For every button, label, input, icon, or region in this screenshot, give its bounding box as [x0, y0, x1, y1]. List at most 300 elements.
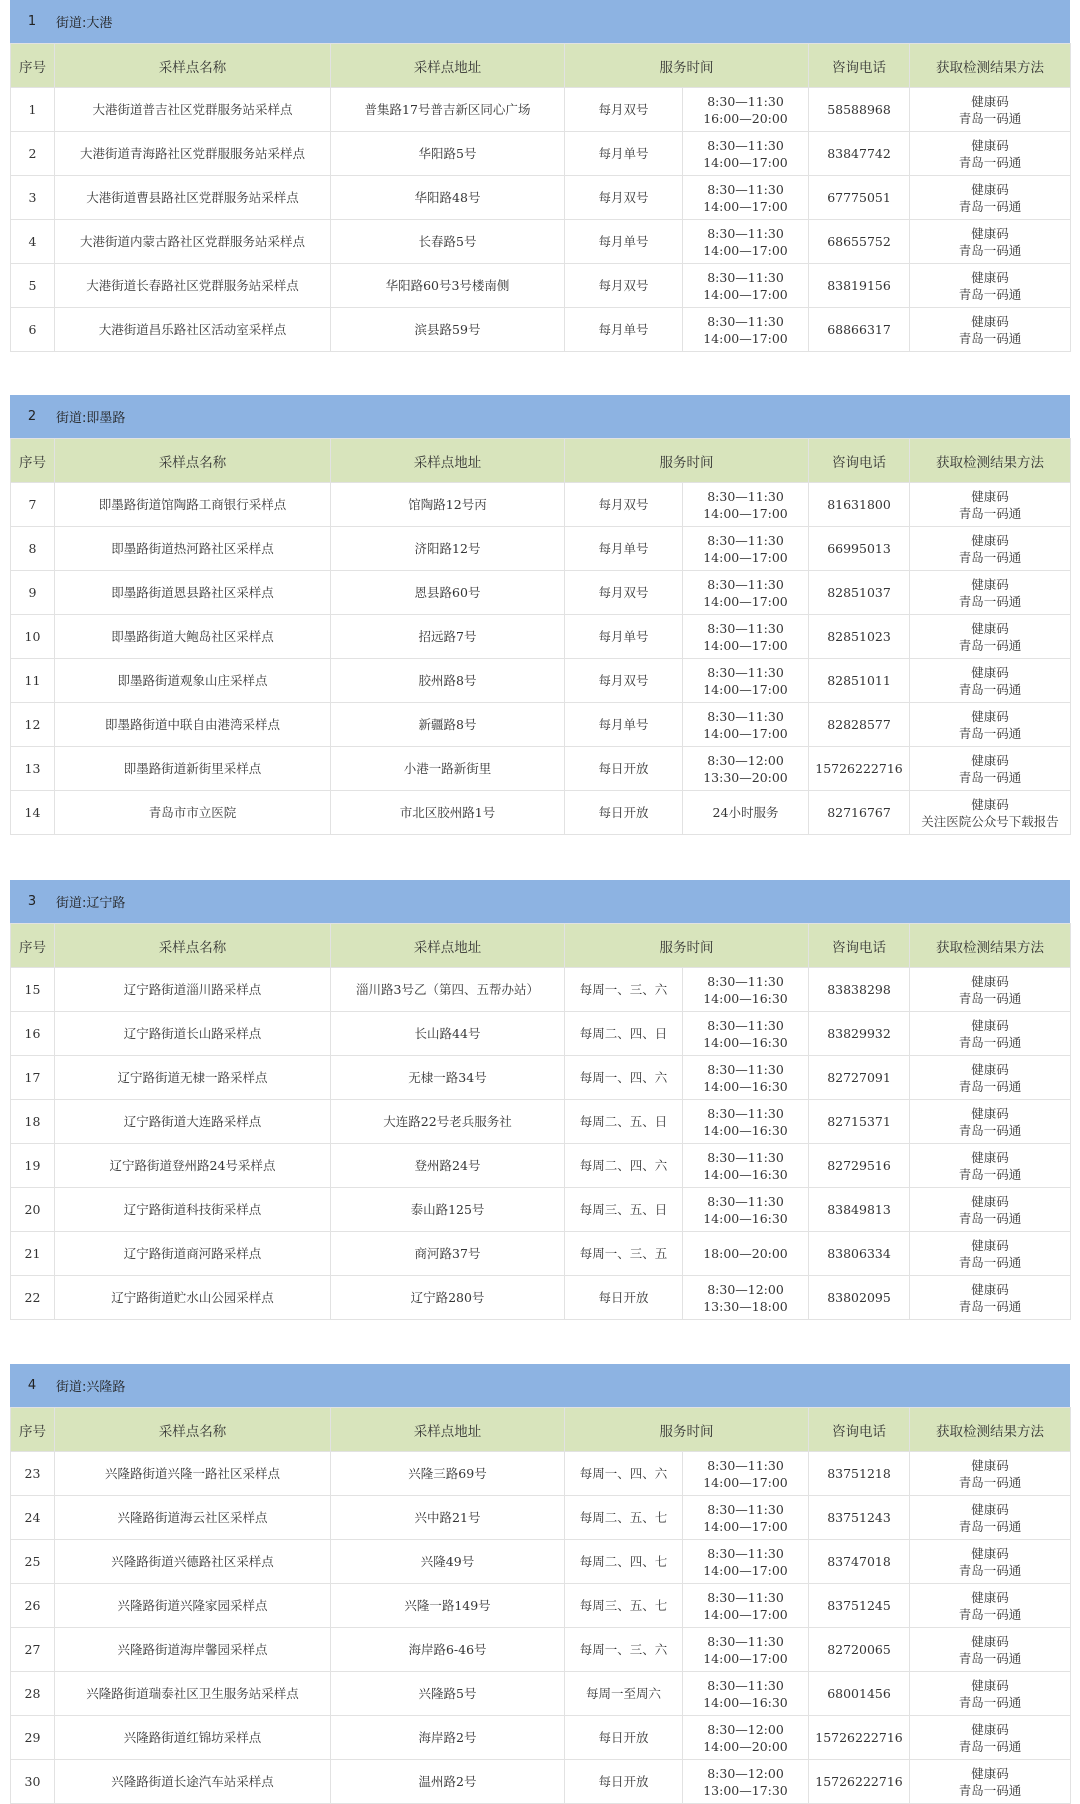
spacer-cell [331, 835, 565, 866]
method-line-2: 青岛一码通 [958, 1298, 1022, 1314]
row-index: 8 [11, 527, 55, 571]
col-header-index: 序号 [11, 44, 55, 88]
site-address: 兴隆三路69号 [331, 1452, 565, 1496]
col-header-result-method: 获取检测结果方法 [910, 44, 1071, 88]
result-method [910, 1584, 1071, 1628]
phone-number: 83849813 [809, 1188, 910, 1232]
table-row [11, 176, 1071, 220]
site-name: 即墨路街道恩县路社区采样点 [55, 571, 331, 615]
section-title: 街道:大港 [56, 16, 113, 31]
phone-number: 83806334 [809, 1232, 910, 1276]
hours-line-1: 8:30—11:30 [707, 1589, 784, 1605]
site-address: 兴隆一路149号 [331, 1584, 565, 1628]
spacer-cell [683, 352, 809, 383]
service-hours [683, 703, 809, 747]
section-block [10, 1364, 1070, 1804]
phone-number: 83747018 [809, 1540, 910, 1584]
hours-line-1: 8:30—12:00 [707, 1765, 784, 1781]
result-method [910, 1628, 1071, 1672]
col-header-name: 采样点名称 [55, 924, 331, 968]
service-days: 每月双号 [565, 176, 683, 220]
service-days: 每周二、四、日 [565, 1012, 683, 1056]
hours-line-1: 8:30—11:30 [707, 1017, 784, 1033]
spacer-cell [809, 835, 910, 866]
method-line-2: 青岛一码通 [958, 1694, 1022, 1710]
table-row [11, 308, 1071, 352]
hours-line-1: 24小时服务 [712, 805, 779, 820]
spacer-cell [55, 352, 331, 383]
spacer-cell [55, 1320, 331, 1351]
site-address: 馆陶路12号丙 [331, 483, 565, 527]
site-name: 即墨路街道中联自由港湾采样点 [55, 703, 331, 747]
site-address: 无棣一路34号 [331, 1056, 565, 1100]
result-method [910, 747, 1071, 791]
result-method [910, 1232, 1071, 1276]
section-number: 4 [27, 1378, 37, 1393]
table-row [11, 1188, 1071, 1232]
hours-line-2: 14:00—17:00 [703, 549, 788, 565]
spacer-cell [809, 1320, 910, 1351]
phone-number: 58588968 [809, 88, 910, 132]
method-line-2: 青岛一码通 [958, 242, 1022, 258]
phone-number: 82828577 [809, 703, 910, 747]
method-line-2: 青岛一码通 [958, 1254, 1022, 1270]
hours-line-1: 8:30—11:30 [707, 1677, 784, 1693]
spacer-row [11, 1320, 1071, 1351]
service-days: 每周二、五、七 [565, 1496, 683, 1540]
col-header-service-time: 服务时间 [565, 439, 809, 483]
spacer-row [11, 835, 1071, 866]
hours-line-2: 14:00—17:00 [703, 681, 788, 697]
site-address: 商河路37号 [331, 1232, 565, 1276]
method-line-2: 青岛一码通 [958, 681, 1022, 697]
method-line-1: 健康码 [971, 1017, 1009, 1033]
service-hours [683, 968, 809, 1012]
site-address: 华阳路5号 [331, 132, 565, 176]
site-address: 新疆路8号 [331, 703, 565, 747]
phone-number: 82715371 [809, 1100, 910, 1144]
col-header-result-method: 获取检测结果方法 [910, 439, 1071, 483]
site-address: 胶州路8号 [331, 659, 565, 703]
spacer-cell [55, 835, 331, 866]
hours-line-2: 14:00—17:00 [703, 637, 788, 653]
col-header-name: 采样点名称 [55, 439, 331, 483]
row-index: 1 [11, 88, 55, 132]
spacer-cell [683, 1320, 809, 1351]
result-method [910, 1056, 1071, 1100]
result-method [910, 1452, 1071, 1496]
site-name: 兴隆路街道兴德路社区采样点 [55, 1540, 331, 1584]
table-row [11, 1628, 1071, 1672]
result-method [910, 88, 1071, 132]
table-row [11, 1144, 1071, 1188]
section-header [10, 395, 1070, 438]
service-hours [683, 132, 809, 176]
method-line-1: 健康码 [971, 225, 1009, 241]
site-name: 辽宁路街道贮水山公园采样点 [55, 1276, 331, 1320]
site-address: 兴隆49号 [331, 1540, 565, 1584]
method-line-1: 健康码 [971, 576, 1009, 592]
method-line-1: 健康码 [971, 1237, 1009, 1253]
section-title: 街道:辽宁路 [56, 896, 126, 911]
row-index: 4 [11, 220, 55, 264]
spacer-cell [331, 352, 565, 383]
row-index: 21 [11, 1232, 55, 1276]
spacer-cell [11, 835, 55, 866]
table-row [11, 1232, 1071, 1276]
col-header-service-time: 服务时间 [565, 924, 809, 968]
service-hours [683, 571, 809, 615]
spacer-cell [565, 352, 683, 383]
section-number: 1 [27, 14, 37, 29]
section-block [10, 880, 1070, 1350]
row-index: 11 [11, 659, 55, 703]
row-index: 23 [11, 1452, 55, 1496]
result-method [910, 176, 1071, 220]
table-row [11, 703, 1071, 747]
col-header-service-time: 服务时间 [565, 1408, 809, 1452]
method-line-1: 健康码 [971, 620, 1009, 636]
service-days: 每周一、三、六 [565, 1628, 683, 1672]
site-address: 华阳路48号 [331, 176, 565, 220]
site-address: 市北区胶州路1号 [331, 791, 565, 835]
service-days: 每月单号 [565, 527, 683, 571]
site-name: 即墨路街道大鲍岛社区采样点 [55, 615, 331, 659]
row-index: 9 [11, 571, 55, 615]
site-name: 即墨路街道热河路社区采样点 [55, 527, 331, 571]
hours-line-2: 14:00—16:30 [703, 1166, 788, 1182]
site-address: 兴隆路5号 [331, 1672, 565, 1716]
table-row [11, 968, 1071, 1012]
method-line-2: 青岛一码通 [958, 1122, 1022, 1138]
hours-line-1: 8:30—12:00 [707, 1721, 784, 1737]
service-days: 每月双号 [565, 264, 683, 308]
row-index: 17 [11, 1056, 55, 1100]
method-line-2: 关注医院公众号下载报告 [921, 813, 1059, 829]
site-name: 辽宁路街道登州路24号采样点 [55, 1144, 331, 1188]
row-index: 20 [11, 1188, 55, 1232]
site-name: 大港街道内蒙古路社区党群服务站采样点 [55, 220, 331, 264]
service-hours [683, 1672, 809, 1716]
phone-number: 68866317 [809, 308, 910, 352]
site-address: 海岸路2号 [331, 1716, 565, 1760]
col-header-result-method: 获取检测结果方法 [910, 924, 1071, 968]
site-name: 青岛市市立医院 [55, 791, 331, 835]
result-method [910, 791, 1071, 835]
table-row [11, 1056, 1071, 1100]
row-index: 29 [11, 1716, 55, 1760]
service-days: 每日开放 [565, 1716, 683, 1760]
service-days: 每周二、四、七 [565, 1540, 683, 1584]
result-method [910, 968, 1071, 1012]
method-line-2: 青岛一码通 [958, 1738, 1022, 1754]
hours-line-1: 8:30—11:30 [707, 93, 784, 109]
sampling-table [10, 1407, 1071, 1804]
method-line-1: 健康码 [971, 1105, 1009, 1121]
spacer-cell [331, 1320, 565, 1351]
hours-line-2: 14:00—17:00 [703, 505, 788, 521]
site-address: 小港一路新街里 [331, 747, 565, 791]
table-row [11, 571, 1071, 615]
service-hours [683, 176, 809, 220]
hours-line-2: 14:00—16:30 [703, 1034, 788, 1050]
method-line-1: 健康码 [971, 796, 1009, 812]
service-hours [683, 659, 809, 703]
result-method [910, 220, 1071, 264]
row-index: 26 [11, 1584, 55, 1628]
service-days: 每周三、五、日 [565, 1188, 683, 1232]
phone-number: 83751218 [809, 1452, 910, 1496]
service-hours [683, 1276, 809, 1320]
site-address: 淄川路3号乙（第四、五帮办站） [331, 968, 565, 1012]
header-row [11, 1408, 1071, 1452]
spacer-cell [11, 1320, 55, 1351]
method-line-2: 青岛一码通 [958, 154, 1022, 170]
method-line-2: 青岛一码通 [958, 593, 1022, 609]
service-days: 每日开放 [565, 1276, 683, 1320]
service-hours [683, 1188, 809, 1232]
hours-line-2: 14:00—17:00 [703, 1650, 788, 1666]
method-line-2: 青岛一码通 [958, 990, 1022, 1006]
table-row [11, 659, 1071, 703]
method-line-1: 健康码 [971, 1501, 1009, 1517]
service-days: 每月双号 [565, 483, 683, 527]
hours-line-1: 8:30—11:30 [707, 1193, 784, 1209]
method-line-2: 青岛一码通 [958, 549, 1022, 565]
table-row [11, 1540, 1071, 1584]
row-index: 19 [11, 1144, 55, 1188]
method-line-1: 健康码 [971, 1545, 1009, 1561]
method-line-1: 健康码 [971, 708, 1009, 724]
section-block [10, 395, 1070, 865]
section-number: 3 [27, 894, 37, 909]
method-line-1: 健康码 [971, 1765, 1009, 1781]
result-method [910, 527, 1071, 571]
service-days: 每月单号 [565, 615, 683, 659]
service-days: 每月双号 [565, 571, 683, 615]
site-name: 即墨路街道观象山庄采样点 [55, 659, 331, 703]
method-line-1: 健康码 [971, 532, 1009, 548]
site-name: 大港街道曹县路社区党群服务站采样点 [55, 176, 331, 220]
service-hours [683, 1628, 809, 1672]
method-line-2: 青岛一码通 [958, 286, 1022, 302]
section-header [10, 1364, 1070, 1407]
result-method [910, 308, 1071, 352]
site-name: 兴隆路街道瑞泰社区卫生服务站采样点 [55, 1672, 331, 1716]
spacer-cell [910, 835, 1071, 866]
table-row [11, 1584, 1071, 1628]
method-line-1: 健康码 [971, 1589, 1009, 1605]
service-hours [683, 1540, 809, 1584]
service-hours [683, 1232, 809, 1276]
sampling-table [10, 43, 1071, 382]
hours-line-2: 14:00—17:00 [703, 1562, 788, 1578]
phone-number: 83819156 [809, 264, 910, 308]
site-address: 普集路17号普吉新区同心广场 [331, 88, 565, 132]
method-line-2: 青岛一码通 [958, 198, 1022, 214]
service-hours [683, 1584, 809, 1628]
method-line-2: 青岛一码通 [958, 330, 1022, 346]
row-index: 13 [11, 747, 55, 791]
site-name: 即墨路街道新街里采样点 [55, 747, 331, 791]
method-line-1: 健康码 [971, 1633, 1009, 1649]
result-method [910, 1672, 1071, 1716]
row-index: 10 [11, 615, 55, 659]
header-row [11, 44, 1071, 88]
col-header-result-method: 获取检测结果方法 [910, 1408, 1071, 1452]
site-name: 大港街道青海路社区党群服服务站采样点 [55, 132, 331, 176]
site-address: 长春路5号 [331, 220, 565, 264]
site-address: 登州路24号 [331, 1144, 565, 1188]
row-index: 7 [11, 483, 55, 527]
hours-line-1: 8:30—11:30 [707, 576, 784, 592]
method-line-1: 健康码 [971, 269, 1009, 285]
method-line-2: 青岛一码通 [958, 1474, 1022, 1490]
hours-line-1: 8:30—11:30 [707, 1105, 784, 1121]
hours-line-2: 14:00—17:00 [703, 242, 788, 258]
site-address: 滨县路59号 [331, 308, 565, 352]
method-line-1: 健康码 [971, 1677, 1009, 1693]
service-hours [683, 1716, 809, 1760]
row-index: 24 [11, 1496, 55, 1540]
table-row [11, 220, 1071, 264]
result-method [910, 1012, 1071, 1056]
section-header [10, 0, 1070, 43]
table-row [11, 1452, 1071, 1496]
service-days: 每月单号 [565, 308, 683, 352]
hours-line-2: 14:00—17:00 [703, 330, 788, 346]
site-name: 兴隆路街道红锦坊采样点 [55, 1716, 331, 1760]
site-name: 兴隆路街道兴隆家园采样点 [55, 1584, 331, 1628]
site-name: 辽宁路街道淄川路采样点 [55, 968, 331, 1012]
spacer-cell [565, 835, 683, 866]
row-index: 22 [11, 1276, 55, 1320]
hours-line-2: 14:00—17:00 [703, 286, 788, 302]
col-header-address: 采样点地址 [331, 924, 565, 968]
service-days: 每周一、三、五 [565, 1232, 683, 1276]
result-method [910, 1188, 1071, 1232]
site-address: 招远路7号 [331, 615, 565, 659]
method-line-1: 健康码 [971, 313, 1009, 329]
hours-line-2: 14:00—16:30 [703, 1078, 788, 1094]
table-row [11, 615, 1071, 659]
row-index: 25 [11, 1540, 55, 1584]
spacer-cell [809, 352, 910, 383]
phone-number: 82851011 [809, 659, 910, 703]
site-address: 温州路2号 [331, 1760, 565, 1804]
hours-line-1: 8:30—12:00 [707, 1281, 784, 1297]
result-method [910, 1144, 1071, 1188]
method-line-1: 健康码 [971, 1281, 1009, 1297]
site-address: 海岸路6-46号 [331, 1628, 565, 1672]
row-index: 3 [11, 176, 55, 220]
service-hours [683, 220, 809, 264]
hours-line-2: 14:00—16:30 [703, 1210, 788, 1226]
col-header-phone: 咨询电话 [809, 439, 910, 483]
service-days: 每周一、三、六 [565, 968, 683, 1012]
phone-number: 68655752 [809, 220, 910, 264]
service-days: 每月单号 [565, 132, 683, 176]
phone-number: 67775051 [809, 176, 910, 220]
service-days: 每月双号 [565, 88, 683, 132]
method-line-2: 青岛一码通 [958, 637, 1022, 653]
hours-line-1: 8:30—11:30 [707, 1545, 784, 1561]
table-row [11, 1672, 1071, 1716]
method-line-2: 青岛一码通 [958, 1034, 1022, 1050]
spacer-cell [683, 835, 809, 866]
row-index: 5 [11, 264, 55, 308]
service-hours [683, 308, 809, 352]
hours-line-1: 8:30—11:30 [707, 488, 784, 504]
spacer-cell [910, 352, 1071, 383]
table-row [11, 1276, 1071, 1320]
service-hours [683, 1056, 809, 1100]
site-address: 恩县路60号 [331, 571, 565, 615]
hours-line-2: 14:00—17:00 [703, 1518, 788, 1534]
row-index: 28 [11, 1672, 55, 1716]
service-hours [683, 264, 809, 308]
hours-line-1: 8:30—11:30 [707, 1633, 784, 1649]
site-name: 兴隆路街道兴隆一路社区采样点 [55, 1452, 331, 1496]
col-header-address: 采样点地址 [331, 44, 565, 88]
hours-line-2: 14:00—16:30 [703, 1122, 788, 1138]
site-address: 泰山路125号 [331, 1188, 565, 1232]
result-method [910, 1276, 1071, 1320]
site-name: 大港街道长春路社区党群服务站采样点 [55, 264, 331, 308]
hours-line-1: 8:30—11:30 [707, 137, 784, 153]
site-name: 兴隆路街道长途汽车站采样点 [55, 1760, 331, 1804]
service-hours [683, 527, 809, 571]
row-index: 12 [11, 703, 55, 747]
site-address: 济阳路12号 [331, 527, 565, 571]
method-line-2: 青岛一码通 [958, 1210, 1022, 1226]
service-days: 每月单号 [565, 220, 683, 264]
method-line-2: 青岛一码通 [958, 1562, 1022, 1578]
phone-number: 83751243 [809, 1496, 910, 1540]
spacer-cell [565, 1320, 683, 1351]
service-hours [683, 1452, 809, 1496]
section-number: 2 [27, 409, 37, 424]
row-index: 6 [11, 308, 55, 352]
service-hours [683, 791, 809, 835]
hours-line-1: 8:30—11:30 [707, 1061, 784, 1077]
table-row [11, 1100, 1071, 1144]
table-row [11, 1716, 1071, 1760]
header-row [11, 924, 1071, 968]
method-line-1: 健康码 [971, 181, 1009, 197]
sampling-table [10, 438, 1071, 865]
hours-line-2: 14:00—17:00 [703, 1474, 788, 1490]
col-header-index: 序号 [11, 439, 55, 483]
table-row [11, 88, 1071, 132]
site-name: 辽宁路街道科技街采样点 [55, 1188, 331, 1232]
service-hours [683, 88, 809, 132]
site-name: 兴隆路街道海岸馨园采样点 [55, 1628, 331, 1672]
phone-number: 66995013 [809, 527, 910, 571]
hours-line-1: 8:30—11:30 [707, 973, 784, 989]
col-header-index: 序号 [11, 1408, 55, 1452]
method-line-2: 青岛一码通 [958, 1606, 1022, 1622]
hours-line-1: 8:30—11:30 [707, 708, 784, 724]
section-header [10, 880, 1070, 923]
service-days: 每日开放 [565, 747, 683, 791]
hours-line-1: 18:00—20:00 [703, 1246, 788, 1261]
col-header-name: 采样点名称 [55, 44, 331, 88]
phone-number: 83802095 [809, 1276, 910, 1320]
service-hours [683, 1144, 809, 1188]
method-line-2: 青岛一码通 [958, 1518, 1022, 1534]
phone-number: 81631800 [809, 483, 910, 527]
